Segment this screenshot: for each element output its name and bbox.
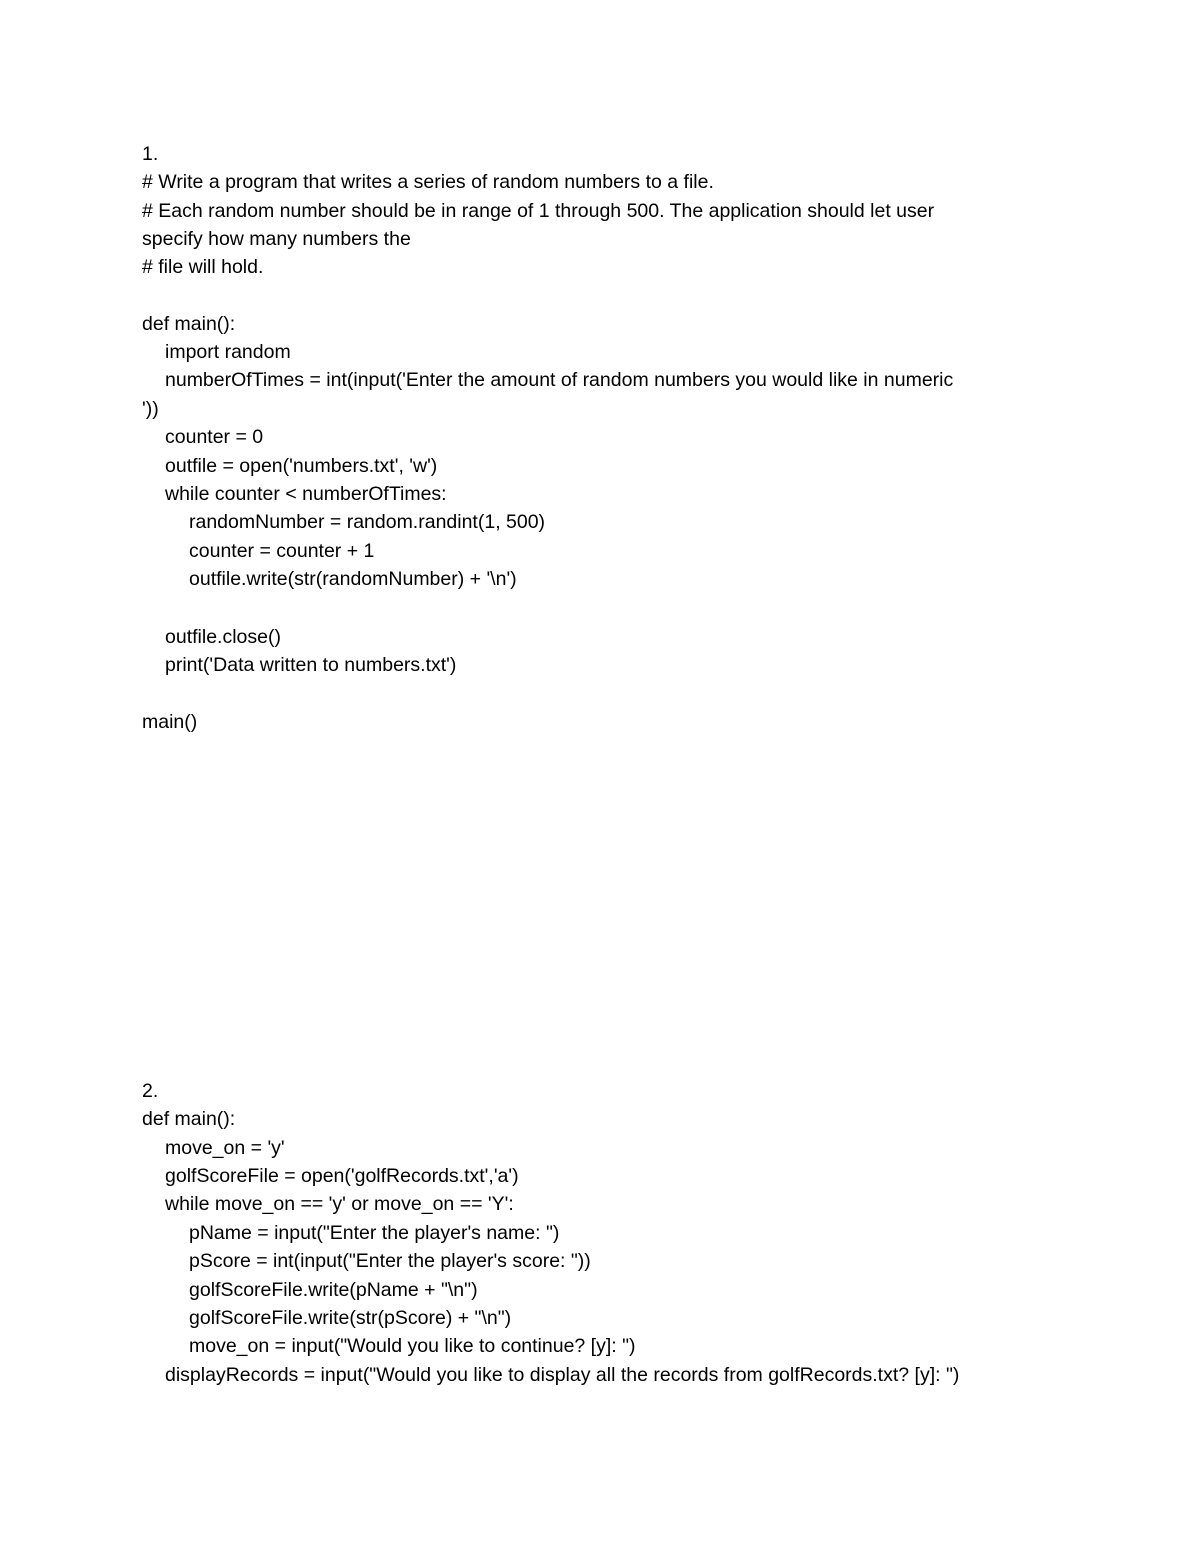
code-line: counter = counter + 1: [189, 540, 375, 562]
code-line: pName = input("Enter the player's name: "): [189, 1222, 560, 1244]
code-line: golfScoreFile = open('golfRecords.txt','a'): [165, 1165, 519, 1187]
code-line: pScore = int(input("Enter the player's score: ")): [189, 1250, 591, 1272]
code-line: move_on = input("Would you like to continue? [y]: "): [189, 1335, 636, 1357]
code-line: outfile.close(): [165, 626, 281, 648]
code-line: randomNumber = random.randint(1, 500): [189, 511, 546, 533]
section-1-number: 1.: [142, 143, 159, 165]
section-2-number: 2.: [142, 1080, 159, 1102]
comment-line: # Write a program that writes a series of random numbers to a file.: [142, 171, 714, 193]
code-line: def main():: [142, 313, 236, 335]
code-line: outfile = open('numbers.txt', 'w'): [165, 455, 438, 477]
code-line: print('Data written to numbers.txt'): [165, 654, 457, 676]
code-line: golfScoreFile.write(pName + "\n"): [189, 1279, 478, 1301]
comment-line: # file will hold.: [142, 256, 264, 278]
comment-line: # Each random number should be in range of 1 through 500. The application should let user: [142, 200, 935, 222]
code-line: move_on = 'y': [165, 1137, 285, 1159]
comment-line: specify how many numbers the: [142, 228, 411, 250]
code-line: counter = 0: [165, 426, 264, 448]
code-line: ')): [142, 398, 159, 420]
code-line: import random: [165, 341, 291, 363]
code-line: numberOfTimes = int(input('Enter the amount of random numbers you would like in numeric: [165, 369, 954, 391]
code-line: outfile.write(str(randomNumber) + '\n'): [189, 568, 517, 590]
code-line: golfScoreFile.write(str(pScore) + "\n"): [189, 1307, 512, 1329]
code-line: def main():: [142, 1108, 236, 1130]
code-line: while move_on == 'y' or move_on == 'Y':: [165, 1193, 514, 1215]
code-line: displayRecords = input("Would you like to display all the records from golfRecords.txt? [y]: "): [165, 1364, 960, 1386]
code-line: while counter < numberOfTimes:: [165, 483, 447, 505]
code-line: main(): [142, 711, 198, 733]
